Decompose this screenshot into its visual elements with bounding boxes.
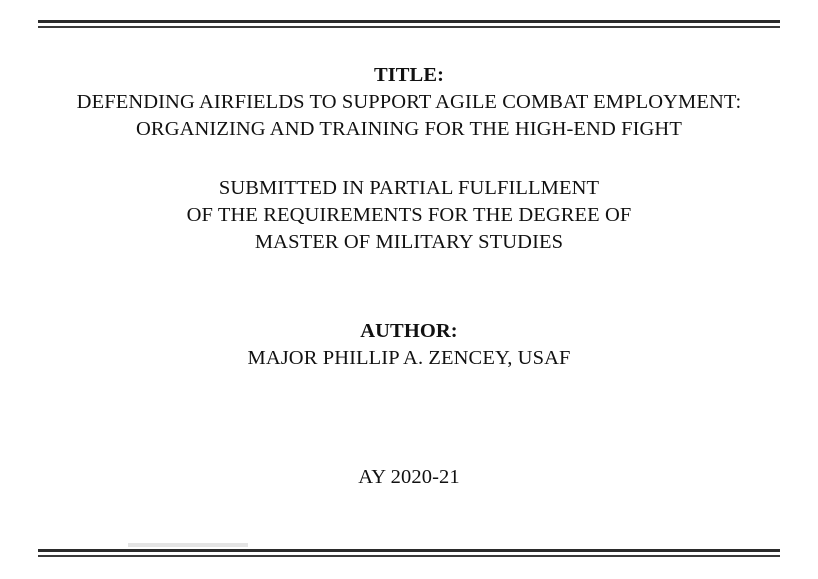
author-label: AUTHOR: — [360, 320, 458, 342]
academic-year-block — [0, 464, 818, 491]
title-line-1: DEFENDING AIRFIELDS TO SUPPORT AGILE COMBAT EMPLOYMENT: — [76, 91, 742, 113]
academic-year: AY 2020-21 — [358, 466, 460, 488]
submission-block — [0, 175, 818, 256]
submission-line-1: SUBMITTED IN PARTIAL FULFILLMENT — [218, 177, 600, 199]
submission-line-2: OF THE REQUIREMENTS FOR THE DEGREE OF — [186, 204, 632, 226]
bottom-rule-thick-line — [38, 549, 780, 552]
submission-line-3: MASTER OF MILITARY STUDIES — [254, 231, 564, 253]
scan-artifact — [128, 543, 248, 547]
title-block — [0, 62, 818, 143]
title-line-2: ORGANIZING AND TRAINING FOR THE HIGH-END FIGHT — [136, 118, 682, 140]
author-name: MAJOR PHILLIP A. ZENCEY, USAF — [247, 347, 571, 369]
bottom-rule-thin-line — [38, 555, 780, 557]
author-block — [0, 318, 818, 372]
title-label: TITLE: — [373, 64, 445, 86]
bottom-double-rule — [38, 549, 780, 558]
